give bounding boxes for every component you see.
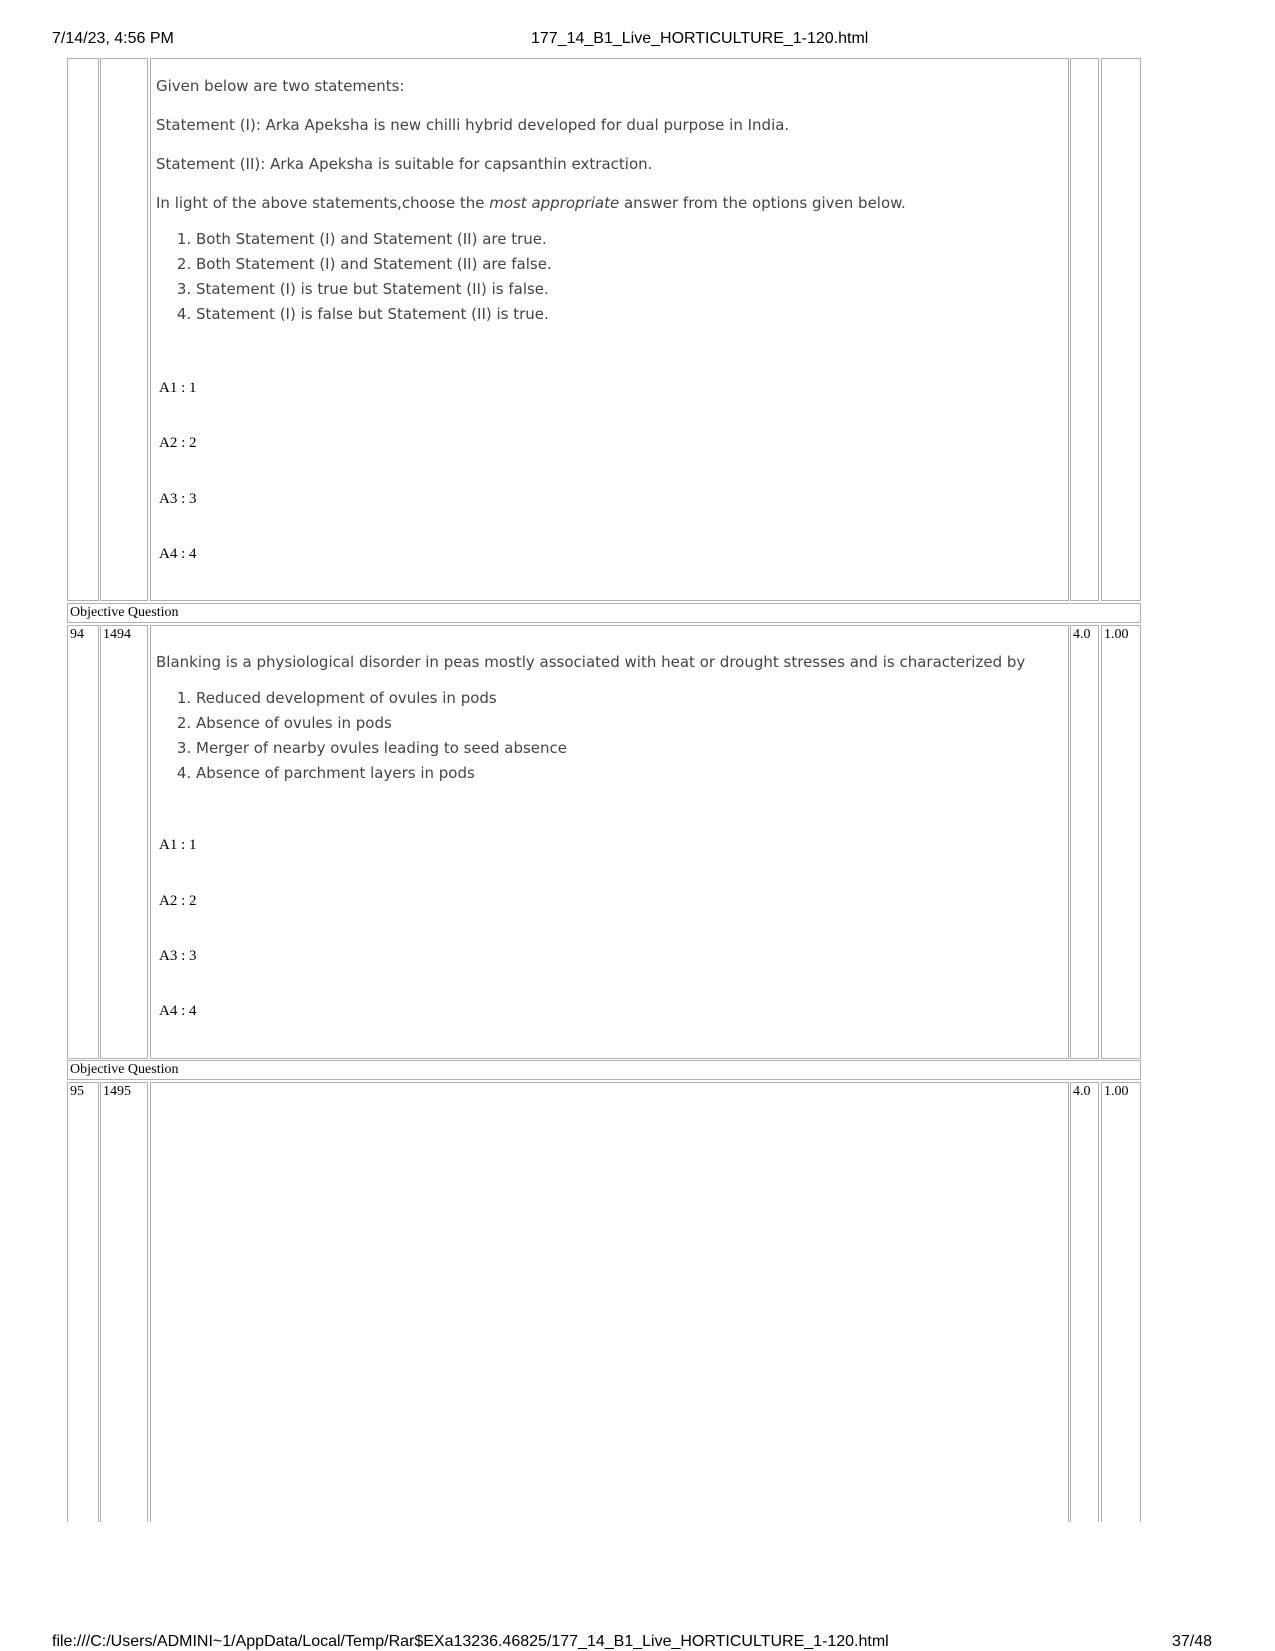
answer-2: A2 : 2: [159, 435, 197, 451]
file-path: file:///C:/Users/ADMINI~1/AppData/Local/Temp/Rar$EXa13236.46825/177_14_B1_Live_HORTICULTURE_1-120.html: [52, 1633, 889, 1650]
negative-cell: [1101, 58, 1141, 601]
sno-cell: [67, 58, 99, 601]
options-list: [156, 686, 1025, 786]
question-cell: [150, 1082, 1069, 1522]
marks-cell: 4.0: [1070, 1082, 1099, 1522]
question-94-text: [156, 653, 1025, 786]
negative-cell: 1.00: [1101, 1082, 1141, 1522]
sno-cell: 95: [67, 1082, 99, 1522]
option-item: 3. Merger of nearby ovules leading to seed absence: [196, 736, 1025, 761]
answer-4: A4 : 4: [159, 1003, 197, 1019]
statement-one: Statement (I): Arka Apeksha is new chilli hybrid developed for dual purpose in India.: [156, 116, 790, 134]
answer-4: A4 : 4: [159, 546, 197, 562]
answer-1: A1 : 1: [159, 380, 197, 396]
question-type-label: Objective Question: [67, 603, 1141, 623]
answer-2: A2 : 2: [159, 893, 197, 909]
qid-cell: 1495: [100, 1082, 148, 1522]
options-list: [156, 227, 906, 327]
qid-cell: [100, 58, 148, 601]
print-datetime: 7/14/23, 4:56 PM: [52, 30, 174, 47]
question-instruction: In light of the above statements,choose the most appropriate answer from the options given below.: [156, 194, 906, 212]
option-item: 4. Absence of parchment layers in pods: [196, 761, 1025, 786]
qid-cell: 1494: [100, 625, 148, 1059]
question-line: Given below are two statements:: [156, 77, 405, 95]
sno-cell: 94: [67, 625, 99, 1059]
marks-cell: [1070, 58, 1099, 601]
statement-two: Statement (II): Arka Apeksha is suitable for capsanthin extraction.: [156, 155, 653, 173]
option-item: 2. Absence of ovules in pods: [196, 711, 1025, 736]
page-indicator: 37/48: [1172, 1633, 1213, 1650]
answer-3: A3 : 3: [159, 491, 197, 507]
option-item: 1. Both Statement (I) and Statement (II) are true.: [196, 227, 906, 252]
negative-cell: 1.00: [1101, 625, 1141, 1059]
question-stem: Blanking is a physiological disorder in peas mostly associated with heat or drought stresses and is characterized by: [156, 653, 1026, 671]
option-item: 2. Both Statement (I) and Statement (II) are false.: [196, 252, 906, 277]
option-item: 4. Statement (I) is false but Statement (II) is true.: [196, 302, 906, 327]
answer-3: A3 : 3: [159, 948, 197, 964]
document-title: 177_14_B1_Live_HORTICULTURE_1-120.html: [531, 30, 869, 47]
continued-question-text: [156, 77, 906, 327]
answer-1: A1 : 1: [159, 837, 197, 853]
question-type-label: Objective Question: [67, 1060, 1141, 1080]
marks-cell: 4.0: [1070, 625, 1099, 1059]
option-item: 1. Reduced development of ovules in pods: [196, 686, 1025, 711]
option-item: 3. Statement (I) is true but Statement (II) is false.: [196, 277, 906, 302]
